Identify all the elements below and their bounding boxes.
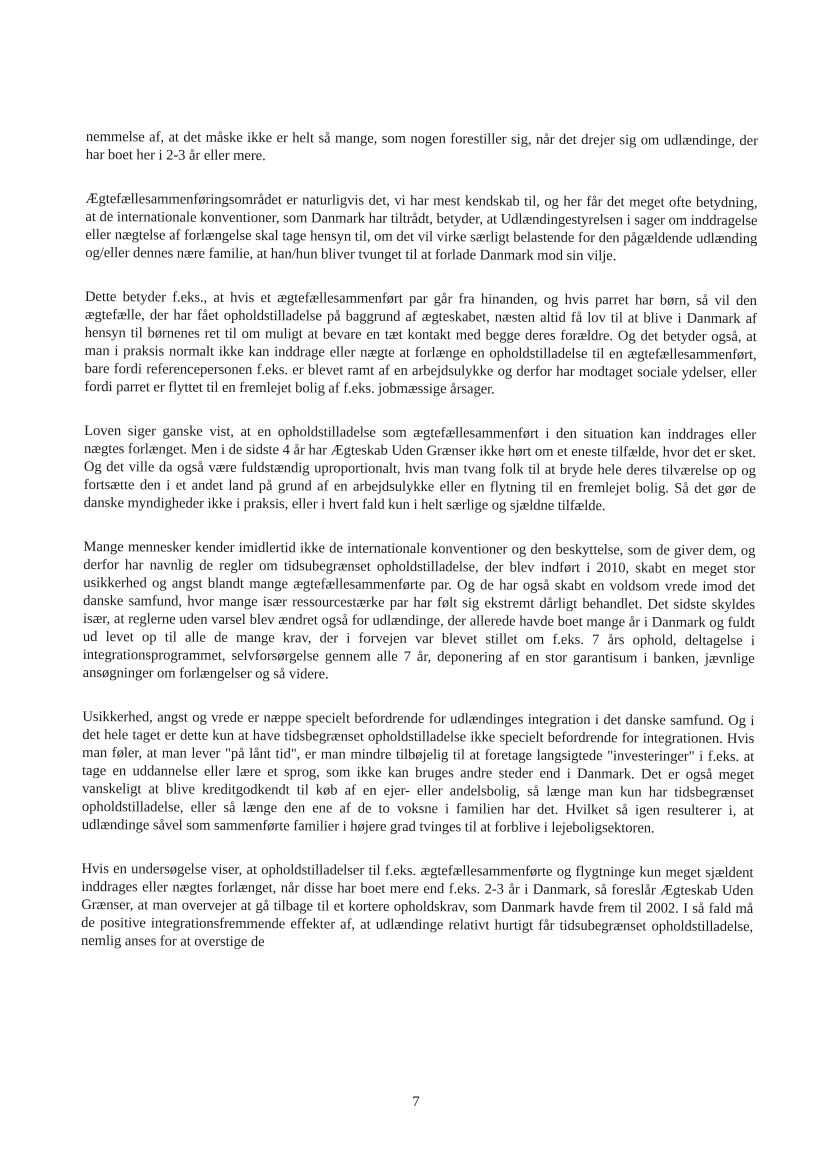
paragraph-7: Hvis en undersøgelse viser, at opholdstilladelser til f.eks. ægtefællesammenførte og flygtninge kun meget sjældent inddrages eller nægtes forlænget, når disse har boet mere end f.eks. 2-3 år i Danmark, så foreslår Ægteskab Uden Grænser, at man overvejer at gå tilbage til et kortere opholdskrav, som Danmark havde frem til 2002. I så fald må de positive integrationsfremmende effekter af, at udlændinge relativt hurtigt får tidsubegrænset opholdstilladelse, nemlig anses for at overstige de xyxy=(80,860,754,951)
paragraph-2: Ægtefællesammenføringsområdet er naturligvis det, vi har mest kendskab til, og her får det meget ofte betydning, at de internationale konventioner, som Danmark har tiltrådt, betyder, at Udlændingestyrelsen i sager om inddragelse eller nægtelse af forlængelse skal tage hensyn til, om det vil virke særligt belastende for den pågældende udlænding og/eller dennes nære familie, at han/hun bliver tvunget til at forlade Danmark mod sin vilje. xyxy=(85,190,758,265)
paragraph-5: Mange mennesker kender imidlertid ikke de internationale konventioner og den beskyttelse, som de giver dem, og derfor har navnlig de regler om tidsubegrænset opholdstilladelse, der blev indført i 2010, skabt en meget stor usikkerhed og angst blandt mange ægtefællesammenførte par. Og de har også skabt en voldsom vrede imod det danske samfund, hvor mange især ressourcestærke par har følt sig ekstremt dårligt behandlet. Det sidste skyldes især, at reglerne uden varsel blev ændret også for udlændinge, der allerede havde boet mange år i Danmark og fuldt ud levet op til alle de mange krav, der i forvejen var blevet stillet om f.eks. 7 års ophold, deltagelse i integrationsprogrammet, selvforsørgelse gennem alle 7 år, deponering af en stor garantisum i banken, jævnlige ansøgninger om forlængelser og så videre. xyxy=(82,538,756,683)
paragraph-3: Dette betyder f.eks., at hvis et ægtefællesammenført par går fra hinanden, og hvis parret har børn, så vil den ægtefælle, der har fået opholdstilladelse på baggrund af ægteskabet, næsten altid få lov til at blive i Danmark af hensyn til børnenes ret til om muligt at bevare en tæt kontakt med begge deres forældre. Og det betyder også, at man i praksis normalt ikke kan inddrage eller nægte at forlænge en opholdstilladelse til en ægtefællesammenført, bare fordi referencepersonen f.eks. er blevet ramt af en arbejdsulykke og derfor har modtaget sociale ydelser, eller fordi parret er flyttet til en fremlejet bolig af f.eks. jobmæssige årsager. xyxy=(84,288,758,398)
paragraph-4: Loven siger ganske vist, at en opholdstilladelse som ægtefællesammenført i den situation kan inddrages eller nægtes forlænget. Men i de sidste 4 år har Ægteskab Uden Grænser ikke hørt om et eneste tilfælde, hvor det er sket. Og det ville da også være fuldstændig uproportionalt, hvis man tvang folk til at bryde hele deres tilværelse op og fortsætte den i et andet land på grund af en arbejdsulykke eller en flytning til en fremlejet bolig. Så det gør de danske myndigheder ikke i praksis, eller i hvert fald kun i helt særlige og sjældne tilfælde. xyxy=(83,422,757,515)
page-number: 7 xyxy=(412,1094,420,1110)
document-page xyxy=(81,128,758,980)
paragraph-6: Usikkerhed, angst og vrede er næppe specielt befordrende for udlændinges integration i det danske samfund. Og i det hele taget er dette kun at have tidsbegrænset opholdstilladelse ikke specielt befordrende for integrationen. Hvis man føler, at man lever "på lånt tid", er man mindre tilbøjelig til at foretage langsigtede "investeringer" i f.eks. at tage en uddannelse eller lære et sprog, som ikke kan bruges andre steder end i Danmark. Det er også meget vanskeligt at blive kreditgodkendt til køb af en ejer- eller andelsbolig, så længe man kun har tidsbegrænset opholdstilladelse, eller så længe den ene af de to voksne i familien har det. Hvilket så igen resulterer i, at udlændinge såvel som sammenførte familier i højere grad tvinges til at forblive i lejeboligsektoren. xyxy=(81,708,755,837)
paragraph-1: nemmelse af, at det måske ikke er helt så mange, som nogen forestiller sig, når det drejer sig om udlændinge, der har boet her i 2-3 år eller mere. xyxy=(85,128,758,165)
